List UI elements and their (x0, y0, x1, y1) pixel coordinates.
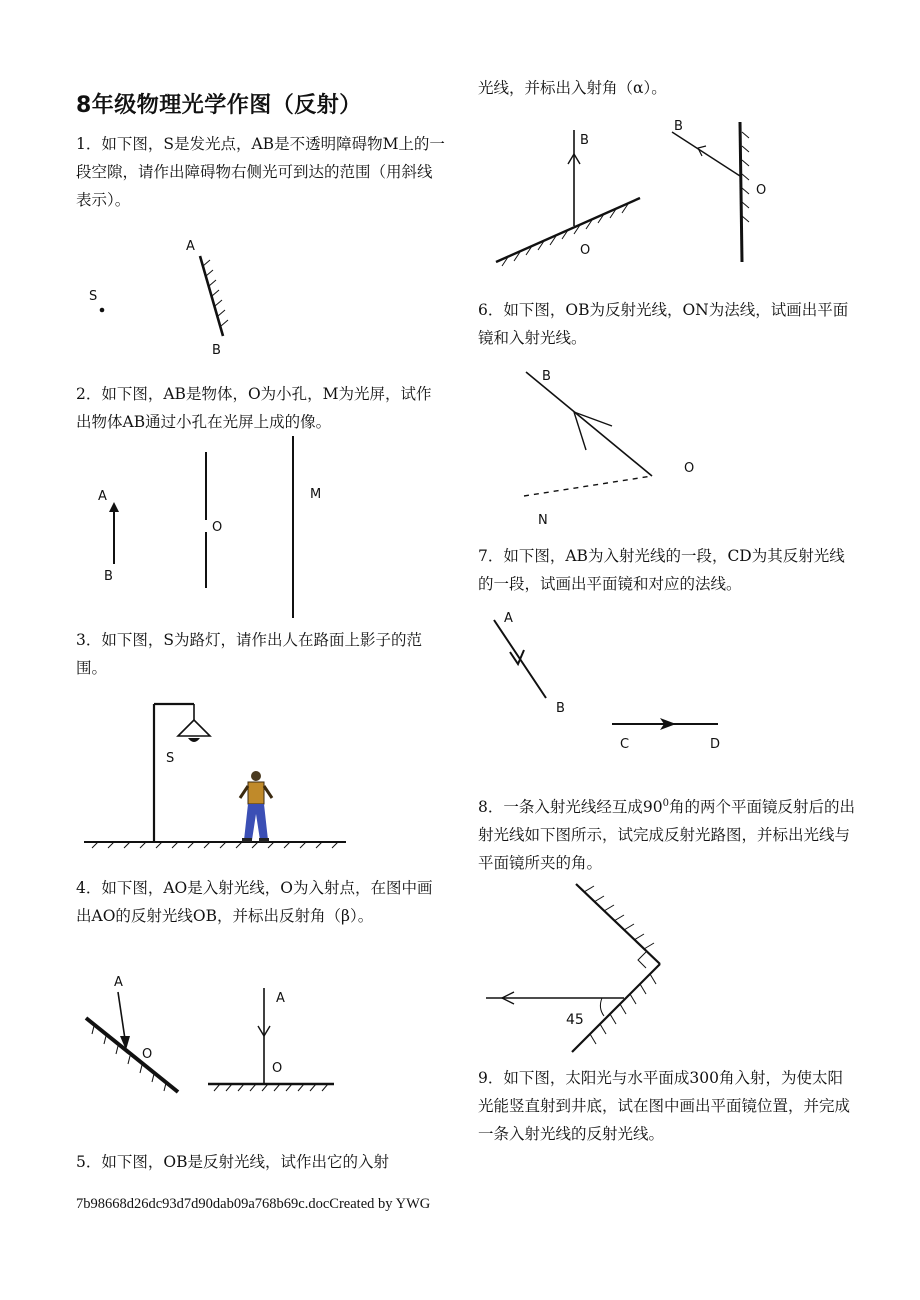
label-a1: A (114, 975, 123, 990)
label-o2: O (272, 1061, 283, 1076)
question-8-text (478, 790, 858, 877)
figure-q4 (80, 968, 350, 1098)
vertical-mirror-hatching (742, 132, 749, 222)
lamp-bulb (188, 738, 200, 742)
q8-text-before: 8．一条入射光线经互成90 (478, 798, 663, 817)
label-b2: B (674, 119, 683, 134)
vertical-mirror (740, 122, 742, 262)
tilted-mirror-hatching (92, 1026, 166, 1091)
person-figure (240, 771, 272, 842)
label-b1: B (580, 133, 589, 148)
question-5-text-cont: 光线，并标出入射角（α）。 (478, 79, 667, 97)
label-b: B (104, 569, 113, 584)
q8-superscript: 0 (662, 798, 669, 809)
question-6-text: 6．如下图，OB为反射光线，ON为法线，试画出平面镜和入射光线。 (478, 301, 849, 347)
figure-q8 (484, 878, 684, 1058)
label-s: S (166, 751, 175, 766)
angle-arc (600, 998, 604, 1016)
figure-q5 (490, 118, 790, 268)
label-b: B (542, 369, 551, 384)
arrowhead-line-1 (574, 412, 612, 426)
light-source-point (100, 308, 105, 313)
angle-label: 45 (566, 1012, 584, 1028)
question-7-text: 7．如下图，AB为入射光线的一段，CD为其反射光线的一段，试画出平面镜和对应的法线。 (478, 547, 845, 593)
label-o1: O (142, 1047, 153, 1062)
figure-q6 (516, 362, 716, 528)
figure-q7 (486, 606, 736, 756)
question-3-text: 3．如下图，S为路灯，请作出人在路面上影子的范围。 (76, 631, 422, 677)
lamp-shade (178, 720, 210, 736)
normal-on (524, 476, 652, 496)
inclined-mirror-hatching (502, 204, 628, 266)
lower-mirror (572, 964, 660, 1052)
question-5-text-start: 5．如下图，OB是反射光线，试作出它的入射 (76, 1153, 389, 1171)
tilted-mirror (86, 1018, 178, 1092)
question-2-text: 2．如下图，AB是物体，O为小孔，M为光屏，试作出物体AB通过小孔在光屏上成的像。 (76, 385, 432, 431)
question-4-text: 4．如下图，AO是入射光线，O为入射点，在图中画出AO的反射光线OB，并标出反射角（β）。 (76, 879, 433, 925)
question-9-text: 9．如下图，太阳光与水平面成300角入射，为使太阳光能竖直射到井底，试在图中画出平面镜位置，并完成一条入射光线的反射光线。 (478, 1069, 851, 1143)
label-d: D (710, 737, 721, 752)
right-angle-mark (638, 952, 646, 968)
label-a2: A (276, 991, 285, 1006)
question-1-text: 1．如下图，S是发光点，AB是不透明障碍物M上的一段空隙，请作出障碍物右侧光可到达的范围（用斜线表示）。 (76, 135, 445, 209)
label-n: N (538, 513, 548, 528)
lower-mirror-hatching (590, 974, 656, 1044)
footer-text: 7b98668d26dc93d7d90dab09a768b69c.docCreated by YWG (76, 1196, 431, 1212)
label-o2: O (756, 183, 767, 198)
label-b: B (556, 701, 565, 716)
q8-text-after: 角的两个平面镜反射后的出射光线如下图所示，试完成反射光路图，并标出光线与平面镜所夹的角。 (478, 798, 855, 873)
label-s: S (89, 289, 98, 304)
arrowhead-line-2 (574, 412, 586, 450)
label-c: C (620, 737, 630, 752)
label-o: O (684, 461, 695, 476)
figure-q2 (90, 448, 340, 620)
obstacle-hatching (203, 260, 228, 326)
label-b: B (212, 343, 221, 358)
reflected-ray-ob-2 (672, 132, 740, 176)
upper-mirror-hatching (584, 886, 654, 949)
upper-mirror (576, 884, 660, 964)
page-title: 8年级物理光学作图（反射） (76, 93, 362, 118)
figure-q3 (82, 700, 352, 850)
label-a: A (186, 239, 195, 254)
label-a: A (98, 489, 107, 504)
label-m: M (310, 487, 322, 502)
label-a: A (504, 611, 513, 626)
gap-line-ab (200, 256, 223, 336)
label-o: O (212, 520, 223, 535)
figure-q1 (80, 232, 250, 360)
arrowhead-up (109, 502, 119, 512)
label-o1: O (580, 243, 591, 258)
reflected-ray-ob (526, 372, 652, 476)
